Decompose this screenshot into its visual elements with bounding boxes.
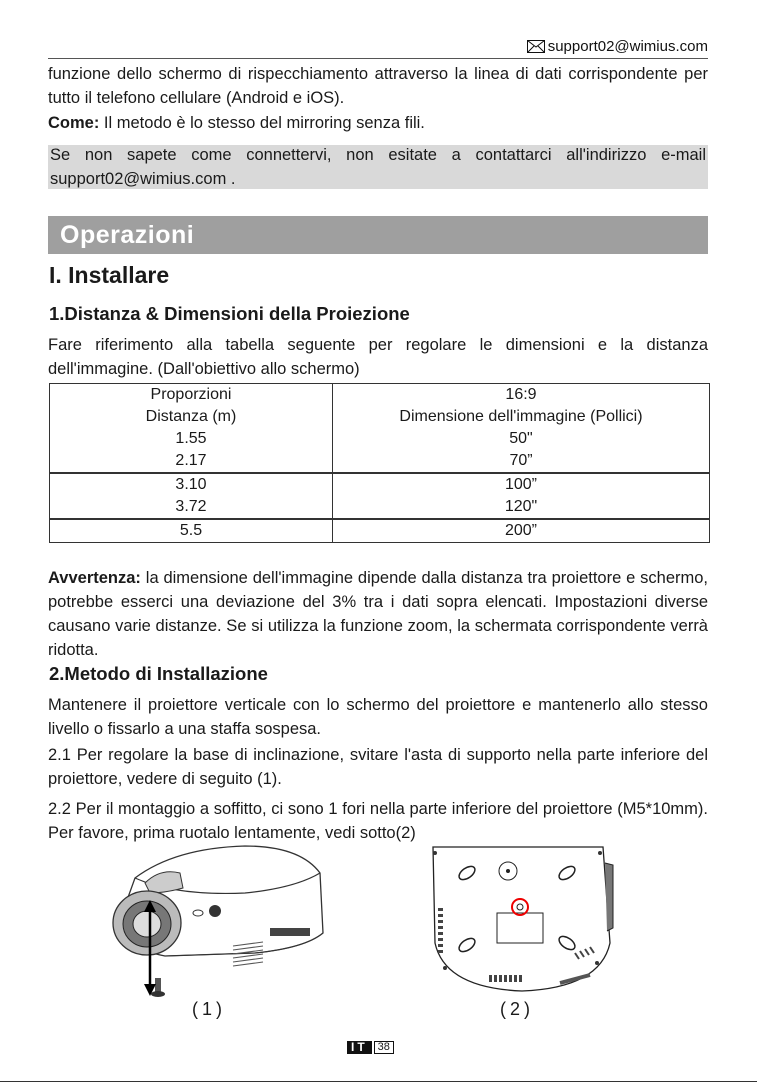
table-cell: 200” bbox=[333, 519, 710, 542]
projector-underside-illustration bbox=[425, 843, 620, 998]
tilt-paragraph: 2.1 Per regolare la base di inclinazione, svitare l'asta di supporto nella parte inferiore del proiettore, vedere di seguito (1). bbox=[48, 746, 708, 788]
email-text: support02@wimius.com bbox=[547, 38, 708, 55]
footer-divider bbox=[0, 1081, 757, 1082]
table-cell: 3.10 bbox=[50, 473, 333, 496]
contact-note: Se non sapete come connettervi, non esitate a contattarci all'indirizzo e-mail support02@wimius.com . bbox=[50, 146, 706, 188]
table-cell: 2.17 bbox=[50, 450, 333, 473]
table-row bbox=[50, 519, 709, 542]
table-cell: 1.55 bbox=[50, 428, 333, 450]
table-cell: 16:9 bbox=[505, 386, 537, 403]
projector-illustration bbox=[105, 838, 335, 1003]
page-number-value: 38 bbox=[374, 1041, 394, 1054]
figure-2-label: (2) bbox=[500, 999, 534, 1019]
install-method-text: Mantenere il proiettore verticale con lo schermo del proiettore e mantenerlo allo stesso livello o fissarlo a una staffa sospesa. bbox=[48, 696, 708, 738]
table-row bbox=[50, 450, 709, 473]
contact-note-box bbox=[48, 145, 708, 189]
table-cell: 70” bbox=[509, 452, 533, 469]
header-email bbox=[527, 38, 708, 55]
distance-heading: 1.Distanza & Dimensioni della Proiezione bbox=[49, 303, 410, 324]
figure-1-label: (1) bbox=[192, 999, 226, 1019]
table-row bbox=[50, 473, 709, 496]
page-header bbox=[48, 36, 708, 59]
table-cell: 5.5 bbox=[50, 519, 333, 542]
table-cell: 3.72 bbox=[50, 496, 333, 519]
table-cell: 100” bbox=[333, 473, 710, 496]
warning-text: la dimensione dell'immagine dipende dalla distanza tra proiettore e schermo, potrebbe esserci una deviazione del 3% tra i dati sopra elencati. Impostazioni diverse causano varie distanze. Se si utilizza la funzione zoom, la schermata corrispondente verrà ridotta. bbox=[48, 569, 708, 659]
intro-paragraph: funzione dello schermo di rispecchiamento attraverso la linea di dati corrispondente per tutto il telefono cellulare (Android e iOS). bbox=[48, 65, 708, 107]
section-banner: Operazioni bbox=[48, 216, 708, 254]
warning-paragraph bbox=[48, 566, 708, 662]
table-cell: Proporzioni bbox=[50, 384, 333, 406]
ceiling-paragraph: 2.2 Per il montaggio a soffitto, ci sono 1 fori nella parte inferiore del proiettore (M5*10mm). Per favore, prima ruotalo lentamente, vedi sotto(2) bbox=[48, 800, 708, 842]
warning-label: Avvertenza: bbox=[48, 569, 141, 587]
table-row bbox=[50, 496, 709, 519]
table-row bbox=[50, 428, 709, 450]
table-cell: 120" bbox=[504, 498, 538, 515]
install-method-heading: 2.Metodo di Installazione bbox=[49, 663, 268, 684]
projection-table bbox=[49, 383, 710, 543]
language-badge: IT bbox=[347, 1041, 372, 1054]
table-cell: Distanza (m) bbox=[50, 406, 333, 428]
envelope-icon bbox=[527, 40, 545, 53]
distance-text: Fare riferimento alla tabella seguente per regolare le dimensioni e la distanza dell'immagine. (Dall'obiettivo allo schermo) bbox=[48, 336, 708, 378]
page-number bbox=[347, 1041, 394, 1054]
table-cell: Dimensione dell'immagine (Pollici) bbox=[399, 408, 643, 425]
how-label: Come: bbox=[48, 114, 100, 132]
install-heading: I. Installare bbox=[49, 262, 170, 288]
how-text: Il metodo è lo stesso del mirroring senza fili. bbox=[99, 114, 425, 132]
table-row bbox=[50, 406, 709, 428]
table-cell: 50" bbox=[509, 430, 533, 447]
table-row bbox=[50, 384, 709, 406]
how-paragraph bbox=[48, 111, 708, 135]
